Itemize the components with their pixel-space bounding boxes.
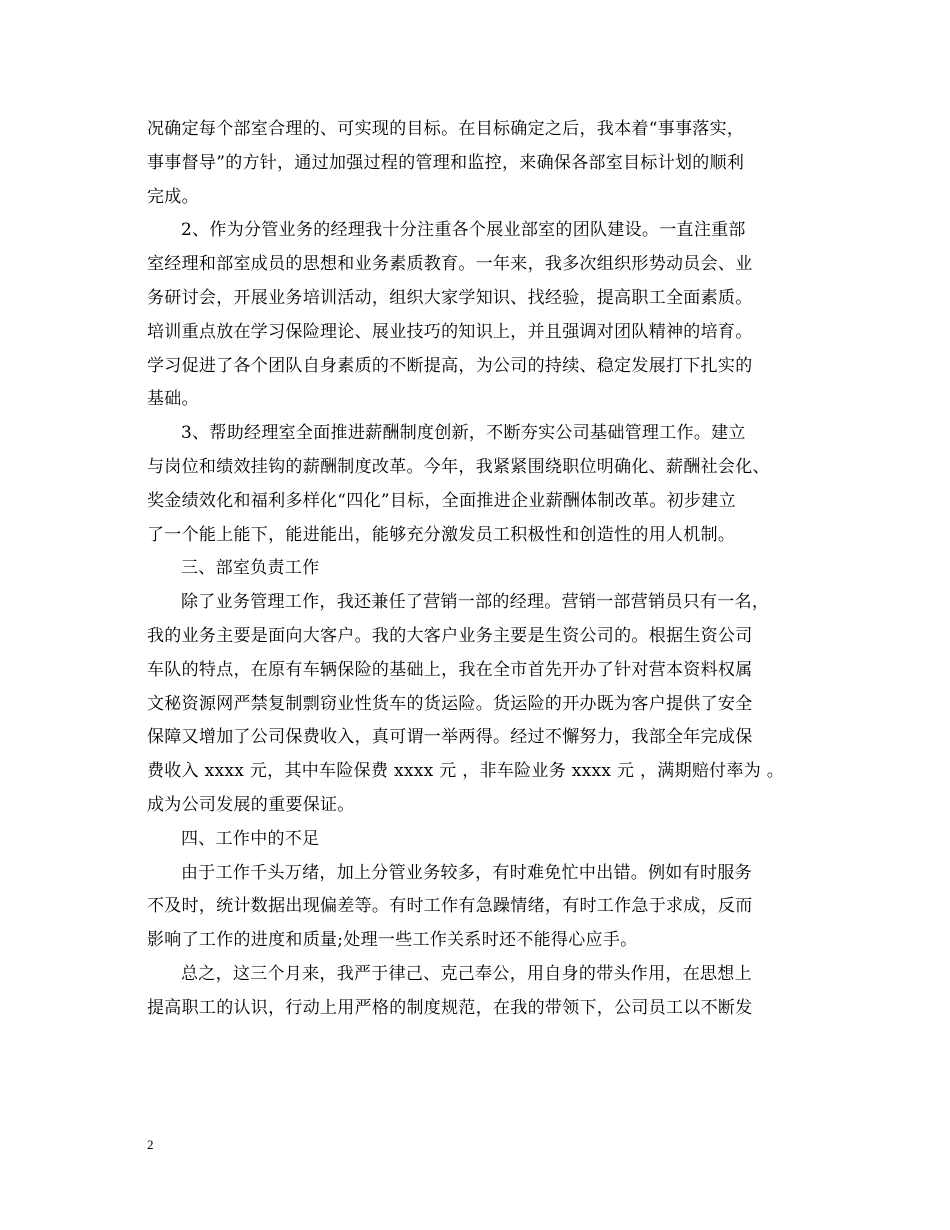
text-line: 与岗位和绩效挂钩的薪酬制度改革。今年，我紧紧围绕职位明确化、薪酬社会化、 <box>147 456 770 477</box>
text-line: 学习促进了各个团队自身素质的不断提高，为公司的持续、稳定发展打下扎实的 <box>147 355 753 376</box>
text-line: 文秘资源网严禁复制剽窃业性货车的货运险。货运险的开办既为客户提供了安全 <box>147 693 753 714</box>
text-line: 总之，这三个月来，我严于律己、克己奉公，用自身的带头作用，在思想上 <box>181 963 752 984</box>
text-line: 保障又增加了公司保费收入，真可谓一举两得。经过不懈努力，我部全年完成保 <box>147 727 753 748</box>
page-number: 2 <box>147 1137 154 1152</box>
text-line: 了一个能上能下，能进能出，能够充分激发员工积极性和创造性的用人机制。 <box>147 524 736 545</box>
text-line: 2、作为分管业务的经理我十分注重各个展业部室的团队建设。一直注重部 <box>181 220 746 241</box>
text-line: 务研讨会，开展业务培训活动，组织大家学知识、找经验，提高职工全面素质。 <box>147 287 753 308</box>
text-line: 我的业务主要是面向大客户。我的大客户业务主要是生资公司的。根据生资公司 <box>147 625 753 646</box>
text-line: 车队的特点，在原有车辆保险的基础上，我在全市首先开办了针对营本资料权属 <box>147 659 753 680</box>
text-line: 费收入 xxxx 元，其中车险保费 xxxx 元 ，非车险业务 xxxx 元 ，满期赔付率为 。 <box>147 761 785 782</box>
text-line: 除了业务管理工作，我还兼任了营销一部的经理。营销一部营销员只有一名， <box>181 592 770 613</box>
text-line: 三、部室负责工作 <box>181 558 320 579</box>
text-line: 影响了工作的进度和质量;处理一些工作关系时还不能得心应手。 <box>147 930 638 951</box>
text-line: 成为公司发展的重要保证。 <box>147 794 355 815</box>
body-text <box>147 113 812 1026</box>
text-line: 培训重点放在学习保险理论、展业技巧的知识上，并且强调对团队精神的培育。 <box>147 321 753 342</box>
text-line: 由于工作千头万绪，加上分管业务较多，有时难免忙中出错。例如有时服务 <box>181 862 752 883</box>
text-line: 奖金绩效化和福利多样化“四化”目标，全面推进企业薪酬体制改革。初步建立 <box>147 490 736 511</box>
text-line: 3、帮助经理室全面推进薪酬制度创新，不断夯实公司基础管理工作。建立 <box>181 423 746 444</box>
text-line: 况确定每个部室合理的、可实现的目标。在目标确定之后，我本着“事事落实， <box>147 119 745 139</box>
text-line: 四、工作中的不足 <box>181 828 320 849</box>
text-line: 室经理和部室成员的思想和业务素质教育。一年来，我多次组织形势动员会、业 <box>147 254 753 275</box>
text-line: 事事督导”的方针，通过加强过程的管理和监控，来确保各部室目标计划的顺利 <box>147 152 745 173</box>
text-line: 提高职工的认识，行动上用严格的制度规范，在我的带领下，公司员工以不断发 <box>147 997 753 1018</box>
text-line: 完成。 <box>147 186 199 207</box>
text-line: 不及时，统计数据出现偏差等。有时工作有急躁情绪，有时工作急于求成，反而 <box>147 896 753 917</box>
text-line: 基础。 <box>147 389 199 410</box>
